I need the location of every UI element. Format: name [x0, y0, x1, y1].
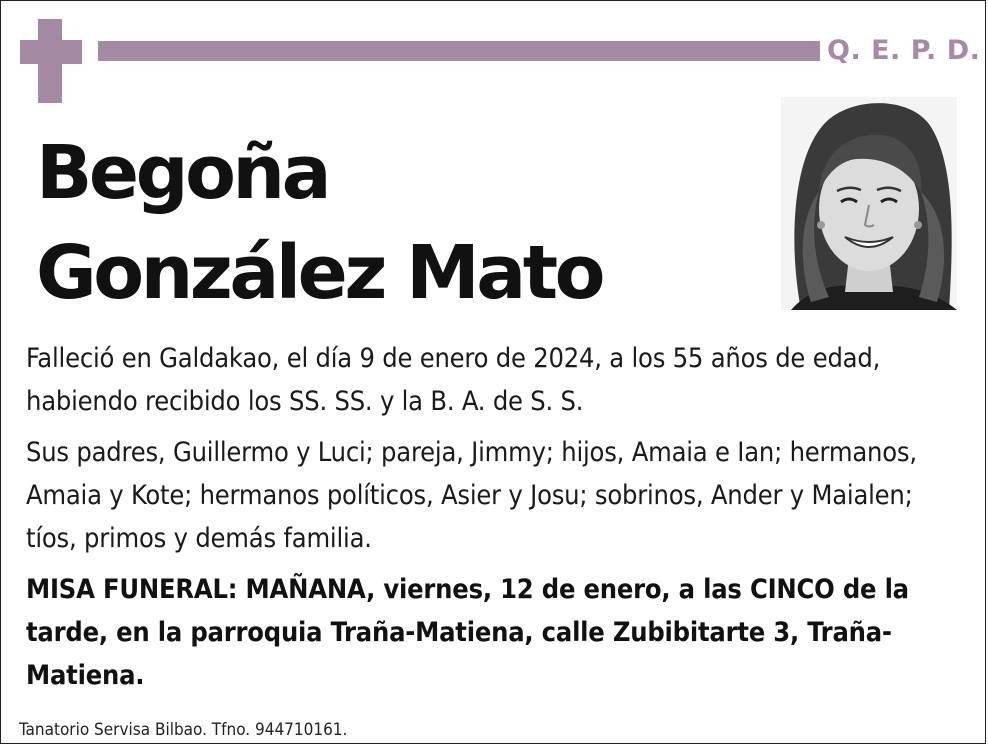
header-rule — [98, 41, 820, 61]
funeral-home-footer: Tanatorio Servisa Bilbao. Tfno. 944710161. — [19, 720, 348, 740]
portrait-drawing — [781, 97, 957, 310]
deceased-first-name: Begoña — [36, 130, 329, 216]
funeral-mass-paragraph: MISA FUNERAL: MAÑANA, viernes, 12 de enero, a las CINCO de la tarde, en la parroquia Traña-Matiena, calle Zubibitarte 3, Traña-Matiena. — [26, 574, 909, 691]
deceased-last-name: González Mato — [36, 230, 602, 316]
cross-horizontal-bar — [20, 40, 82, 64]
death-details-paragraph: Falleció en Galdakao, el día 9 de enero de 2024, a los 55 años de edad, habiendo recibido los SS. SS. y la B. A. de S. S. — [26, 343, 881, 417]
portrait-photo — [781, 97, 957, 310]
family-paragraph: Sus padres, Guillermo y Luci; pareja, Jimmy; hijos, Amaia e Ian; hermanos, Amaia y Kote; hermanos políticos, Asier y Josu; sobrinos, Ander y Maialen; tíos, primos y demás familia. — [26, 437, 917, 554]
qepd-label: Q. E. P. D. — [827, 35, 981, 66]
